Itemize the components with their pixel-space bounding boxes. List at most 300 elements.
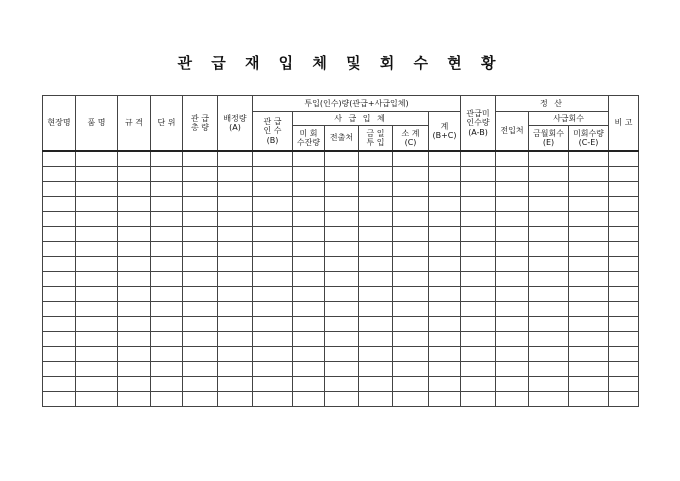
table-cell bbox=[325, 151, 359, 167]
table-cell bbox=[293, 242, 325, 257]
table-cell bbox=[151, 317, 183, 332]
table-cell bbox=[325, 242, 359, 257]
table-cell bbox=[253, 362, 293, 377]
table-cell bbox=[293, 257, 325, 272]
table-cell bbox=[218, 197, 253, 212]
table-cell bbox=[183, 212, 218, 227]
header-unrecovered-line2: (C-E) bbox=[578, 138, 599, 147]
table-cell bbox=[325, 257, 359, 272]
table-cell bbox=[429, 392, 461, 407]
table-cell bbox=[325, 227, 359, 242]
table-cell bbox=[76, 377, 118, 392]
header-item-name: 품 명 bbox=[76, 96, 118, 152]
table-cell bbox=[529, 197, 569, 212]
header-total-line2: (B+C) bbox=[432, 131, 457, 140]
table-cell bbox=[183, 272, 218, 287]
header-allocation-line2: (A) bbox=[229, 123, 241, 132]
table-cell bbox=[529, 272, 569, 287]
table-cell bbox=[43, 392, 76, 407]
table-cell bbox=[325, 182, 359, 197]
table-cell bbox=[529, 362, 569, 377]
table-cell bbox=[293, 302, 325, 317]
table-cell bbox=[461, 302, 496, 317]
table-row bbox=[43, 227, 639, 242]
table-cell bbox=[183, 182, 218, 197]
table-cell bbox=[429, 332, 461, 347]
table-cell bbox=[496, 377, 529, 392]
table-cell bbox=[253, 182, 293, 197]
table-cell bbox=[76, 182, 118, 197]
table-cell bbox=[76, 242, 118, 257]
table-cell bbox=[609, 392, 639, 407]
table-cell bbox=[569, 347, 609, 362]
table-cell bbox=[253, 317, 293, 332]
table-cell bbox=[569, 197, 609, 212]
table-cell bbox=[76, 257, 118, 272]
table-cell bbox=[218, 362, 253, 377]
header-supply-unreceived-line1: 관급미 bbox=[466, 109, 490, 119]
table-cell bbox=[429, 197, 461, 212]
table-cell bbox=[151, 287, 183, 302]
table-cell bbox=[393, 212, 429, 227]
table-cell bbox=[429, 227, 461, 242]
table-cell bbox=[118, 302, 151, 317]
table-cell bbox=[218, 302, 253, 317]
table-cell bbox=[43, 212, 76, 227]
table-cell bbox=[609, 257, 639, 272]
table-cell bbox=[609, 377, 639, 392]
table-cell bbox=[151, 377, 183, 392]
table-cell bbox=[43, 377, 76, 392]
header-remarks: 비 고 bbox=[609, 96, 639, 152]
table-cell bbox=[293, 287, 325, 302]
table-cell bbox=[429, 362, 461, 377]
header-subtotal bbox=[393, 126, 429, 152]
table-cell bbox=[461, 347, 496, 362]
header-supply-total-line1: 관 급 bbox=[191, 113, 209, 123]
table-cell bbox=[293, 227, 325, 242]
table-cell bbox=[609, 287, 639, 302]
table-cell bbox=[529, 151, 569, 167]
table-cell bbox=[325, 392, 359, 407]
table-cell bbox=[609, 332, 639, 347]
table-cell bbox=[461, 227, 496, 242]
table-cell bbox=[118, 332, 151, 347]
table-cell bbox=[529, 167, 569, 182]
table-cell bbox=[461, 317, 496, 332]
table-cell bbox=[293, 362, 325, 377]
table-cell bbox=[218, 212, 253, 227]
table-cell bbox=[496, 302, 529, 317]
table-cell bbox=[293, 151, 325, 167]
table-cell bbox=[76, 272, 118, 287]
table-cell bbox=[43, 347, 76, 362]
table-cell bbox=[529, 182, 569, 197]
table-cell bbox=[293, 197, 325, 212]
table-cell bbox=[325, 287, 359, 302]
table-cell bbox=[76, 167, 118, 182]
header-unreceived bbox=[293, 126, 325, 152]
table-cell bbox=[151, 151, 183, 167]
table-cell bbox=[118, 392, 151, 407]
table-cell bbox=[325, 197, 359, 212]
table-cell bbox=[461, 332, 496, 347]
table-cell bbox=[293, 392, 325, 407]
table-cell bbox=[183, 347, 218, 362]
table-cell bbox=[151, 242, 183, 257]
table-cell bbox=[325, 317, 359, 332]
table-cell bbox=[529, 242, 569, 257]
table-cell bbox=[359, 167, 393, 182]
table-cell bbox=[529, 212, 569, 227]
table-cell bbox=[43, 242, 76, 257]
table-cell bbox=[359, 392, 393, 407]
table-cell bbox=[76, 317, 118, 332]
table-cell bbox=[496, 182, 529, 197]
table-cell bbox=[118, 212, 151, 227]
table-cell bbox=[43, 182, 76, 197]
table-row bbox=[43, 182, 639, 197]
table-cell bbox=[253, 197, 293, 212]
table-cell bbox=[496, 272, 529, 287]
header-total bbox=[429, 112, 461, 152]
table-cell bbox=[429, 302, 461, 317]
table-row bbox=[43, 347, 639, 362]
table-cell bbox=[461, 212, 496, 227]
table-cell bbox=[43, 151, 76, 167]
table-cell bbox=[151, 182, 183, 197]
table-cell bbox=[118, 197, 151, 212]
table-cell bbox=[609, 347, 639, 362]
table-cell bbox=[43, 167, 76, 182]
table-cell bbox=[218, 377, 253, 392]
table-cell bbox=[325, 362, 359, 377]
table-row bbox=[43, 302, 639, 317]
header-site-name: 현장명 bbox=[43, 96, 76, 152]
table-cell bbox=[118, 272, 151, 287]
header-transferor: 전출처 bbox=[325, 126, 359, 152]
table-cell bbox=[253, 332, 293, 347]
table-cell bbox=[218, 182, 253, 197]
table-cell bbox=[253, 392, 293, 407]
header-supply-total bbox=[183, 96, 218, 152]
table-row bbox=[43, 332, 639, 347]
table-cell bbox=[253, 302, 293, 317]
table-cell bbox=[429, 287, 461, 302]
table-row bbox=[43, 287, 639, 302]
table-cell bbox=[151, 332, 183, 347]
table-cell bbox=[218, 167, 253, 182]
table-cell bbox=[151, 212, 183, 227]
table-cell bbox=[609, 227, 639, 242]
table-cell bbox=[609, 167, 639, 182]
table-cell bbox=[609, 272, 639, 287]
table-cell bbox=[359, 272, 393, 287]
table-cell bbox=[151, 167, 183, 182]
table-cell bbox=[293, 347, 325, 362]
table-cell bbox=[393, 332, 429, 347]
table-cell bbox=[76, 151, 118, 167]
table-cell bbox=[359, 317, 393, 332]
table-cell bbox=[461, 377, 496, 392]
table-row bbox=[43, 212, 639, 227]
table-cell bbox=[529, 287, 569, 302]
header-supply-received-line2: 인 수 bbox=[263, 126, 282, 136]
table-cell bbox=[496, 167, 529, 182]
table-cell bbox=[359, 362, 393, 377]
table-cell bbox=[293, 377, 325, 392]
table-cell bbox=[325, 332, 359, 347]
table-cell bbox=[76, 362, 118, 377]
table-cell bbox=[218, 332, 253, 347]
header-input-group: 투입(인수)량(관급+사급입체) bbox=[253, 96, 461, 112]
table-cell bbox=[293, 212, 325, 227]
table-cell bbox=[393, 362, 429, 377]
table-cell bbox=[569, 212, 609, 227]
table-cell bbox=[496, 317, 529, 332]
header-total-line1: 계 bbox=[440, 121, 449, 131]
table-cell bbox=[529, 347, 569, 362]
table-cell bbox=[461, 272, 496, 287]
table-cell bbox=[429, 167, 461, 182]
table-cell bbox=[429, 272, 461, 287]
header-spec: 규 격 bbox=[118, 96, 151, 152]
table-cell bbox=[461, 257, 496, 272]
table-cell bbox=[393, 151, 429, 167]
table-cell bbox=[461, 167, 496, 182]
table-row bbox=[43, 167, 639, 182]
table-cell bbox=[609, 362, 639, 377]
table-cell bbox=[461, 151, 496, 167]
table-cell bbox=[529, 377, 569, 392]
table-cell bbox=[359, 151, 393, 167]
table-cell bbox=[76, 332, 118, 347]
table-cell bbox=[118, 362, 151, 377]
table-cell bbox=[183, 302, 218, 317]
header-cash-input-line1: 금 일 bbox=[366, 128, 385, 138]
table-cell bbox=[609, 182, 639, 197]
table-cell bbox=[496, 362, 529, 377]
table-cell bbox=[429, 242, 461, 257]
header-unrecovered bbox=[569, 126, 609, 152]
table-cell bbox=[569, 182, 609, 197]
table-cell bbox=[359, 182, 393, 197]
table-cell bbox=[393, 317, 429, 332]
header-unreceived-line1: 미 회 bbox=[299, 128, 318, 138]
table-cell bbox=[496, 332, 529, 347]
table-cell bbox=[183, 227, 218, 242]
table-row bbox=[43, 151, 639, 167]
table-cell bbox=[569, 242, 609, 257]
table-cell bbox=[43, 272, 76, 287]
table-cell bbox=[461, 287, 496, 302]
table-cell bbox=[218, 151, 253, 167]
table-cell bbox=[359, 257, 393, 272]
table-cell bbox=[218, 347, 253, 362]
table-cell bbox=[183, 167, 218, 182]
table-cell bbox=[461, 197, 496, 212]
table-cell bbox=[183, 377, 218, 392]
table-cell bbox=[151, 362, 183, 377]
table-cell bbox=[325, 167, 359, 182]
table-cell bbox=[496, 227, 529, 242]
table-cell bbox=[253, 151, 293, 167]
table-cell bbox=[325, 272, 359, 287]
table-cell bbox=[218, 392, 253, 407]
table-cell bbox=[218, 227, 253, 242]
table-cell bbox=[529, 257, 569, 272]
table-cell bbox=[293, 317, 325, 332]
table-cell bbox=[183, 151, 218, 167]
table-cell bbox=[253, 272, 293, 287]
table-cell bbox=[43, 317, 76, 332]
table-cell bbox=[253, 347, 293, 362]
table-cell bbox=[609, 197, 639, 212]
table-row bbox=[43, 377, 639, 392]
table-cell bbox=[609, 151, 639, 167]
table-cell bbox=[325, 377, 359, 392]
table-cell bbox=[183, 242, 218, 257]
table-cell bbox=[496, 347, 529, 362]
table-cell bbox=[118, 182, 151, 197]
header-private-recovery-group: 사급회수 bbox=[529, 112, 609, 126]
table-cell bbox=[183, 362, 218, 377]
table-cell bbox=[393, 167, 429, 182]
table-cell bbox=[569, 227, 609, 242]
table-cell bbox=[496, 287, 529, 302]
table-cell bbox=[183, 257, 218, 272]
table-cell bbox=[293, 332, 325, 347]
table-cell bbox=[218, 242, 253, 257]
table-cell bbox=[253, 242, 293, 257]
table-cell bbox=[359, 287, 393, 302]
table-cell bbox=[359, 347, 393, 362]
table-cell bbox=[151, 197, 183, 212]
table-cell bbox=[293, 272, 325, 287]
header-supply-unreceived bbox=[461, 96, 496, 152]
table-cell bbox=[325, 302, 359, 317]
table-cell bbox=[429, 347, 461, 362]
table-cell bbox=[496, 392, 529, 407]
table-cell bbox=[183, 197, 218, 212]
header-private-group: 사 급 입 체 bbox=[293, 112, 429, 126]
header-settlement-group: 정 산 bbox=[496, 96, 609, 112]
table-cell bbox=[609, 242, 639, 257]
table-row bbox=[43, 272, 639, 287]
table-cell bbox=[253, 167, 293, 182]
table-cell bbox=[118, 347, 151, 362]
table-cell bbox=[529, 302, 569, 317]
table-cell bbox=[183, 287, 218, 302]
table-cell bbox=[393, 287, 429, 302]
table-cell bbox=[359, 242, 393, 257]
table-cell bbox=[253, 212, 293, 227]
table-cell bbox=[569, 151, 609, 167]
header-cash-recovery bbox=[529, 126, 569, 152]
header-allocation bbox=[218, 96, 253, 152]
table-cell bbox=[569, 392, 609, 407]
table-cell bbox=[118, 317, 151, 332]
table-cell bbox=[253, 257, 293, 272]
table-cell bbox=[151, 227, 183, 242]
table-cell bbox=[118, 151, 151, 167]
page-title: 관 급 재 입 체 및 회 수 현 황 bbox=[177, 54, 503, 72]
table-cell bbox=[118, 167, 151, 182]
table-cell bbox=[393, 272, 429, 287]
table-cell bbox=[461, 182, 496, 197]
table-cell bbox=[569, 362, 609, 377]
header-supply-received bbox=[253, 112, 293, 152]
table-cell bbox=[609, 302, 639, 317]
table-cell bbox=[325, 212, 359, 227]
table-cell bbox=[496, 242, 529, 257]
header-subtotal-line2: (C) bbox=[404, 138, 417, 147]
table-cell bbox=[569, 332, 609, 347]
table-row bbox=[43, 392, 639, 407]
table-cell bbox=[461, 392, 496, 407]
header-unrecovered-line1: 미회수량 bbox=[573, 128, 604, 138]
table-cell bbox=[569, 167, 609, 182]
table-cell bbox=[43, 197, 76, 212]
table-cell bbox=[43, 257, 76, 272]
header-cash-recovery-line2: (E) bbox=[542, 138, 555, 147]
table-cell bbox=[43, 227, 76, 242]
table-cell bbox=[393, 242, 429, 257]
table-cell bbox=[151, 272, 183, 287]
table-row bbox=[43, 242, 639, 257]
table-cell bbox=[76, 212, 118, 227]
header-cash-input-line2: 투 입 bbox=[366, 138, 385, 147]
table-cell bbox=[359, 332, 393, 347]
table-cell bbox=[76, 392, 118, 407]
table-cell bbox=[609, 317, 639, 332]
table-cell bbox=[496, 197, 529, 212]
table-cell bbox=[293, 167, 325, 182]
table-cell bbox=[609, 212, 639, 227]
table-cell bbox=[569, 287, 609, 302]
table-cell bbox=[429, 317, 461, 332]
table-cell bbox=[461, 362, 496, 377]
header-supply-received-line1: 관 급 bbox=[263, 117, 282, 127]
table-cell bbox=[151, 347, 183, 362]
table-cell bbox=[76, 347, 118, 362]
table-cell bbox=[76, 197, 118, 212]
table-cell bbox=[529, 332, 569, 347]
table-cell bbox=[393, 257, 429, 272]
table-row bbox=[43, 362, 639, 377]
table-cell bbox=[429, 377, 461, 392]
table-cell bbox=[218, 257, 253, 272]
header-cash-input bbox=[359, 126, 393, 152]
table-cell bbox=[43, 332, 76, 347]
table-cell bbox=[569, 317, 609, 332]
header-transferee: 전입처 bbox=[496, 112, 529, 152]
table-cell bbox=[429, 151, 461, 167]
header-supply-total-line2: 총 량 bbox=[191, 123, 209, 132]
table-cell bbox=[393, 302, 429, 317]
table-cell bbox=[529, 392, 569, 407]
header-supply-unreceived-line3: (A-B) bbox=[468, 127, 488, 137]
table-cell bbox=[118, 257, 151, 272]
table-cell bbox=[151, 392, 183, 407]
table-cell bbox=[118, 227, 151, 242]
table-cell bbox=[218, 317, 253, 332]
table-cell bbox=[183, 317, 218, 332]
table-body bbox=[43, 151, 639, 407]
header-supply-unreceived-line2: 인수량 bbox=[466, 118, 490, 128]
table-cell bbox=[76, 227, 118, 242]
header-subtotal-line1: 소 계 bbox=[401, 128, 420, 138]
